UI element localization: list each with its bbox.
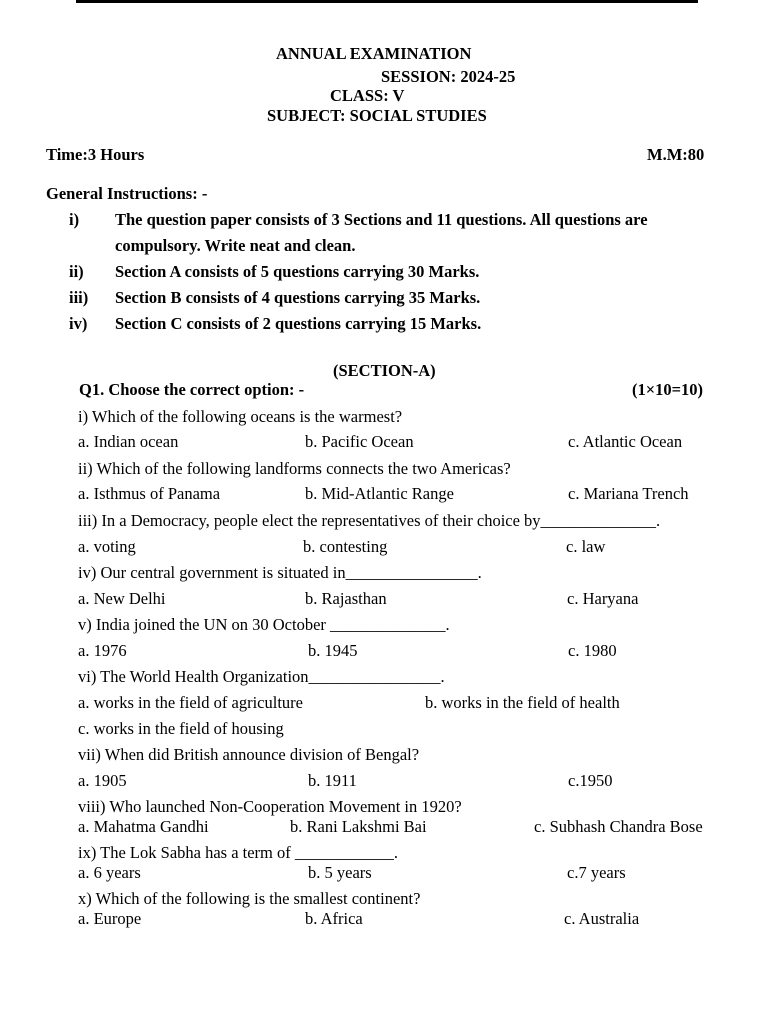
time-label: Time:3 Hours <box>46 145 145 164</box>
option-a: a. Europe <box>78 909 142 928</box>
question-text: v) India joined the UN on 30 October ______________. <box>78 615 450 634</box>
session-label: SESSION: 2024-25 <box>381 67 516 86</box>
option-c: c. Haryana <box>567 589 639 608</box>
option-c: c. law <box>566 537 606 556</box>
option-a: a. New Delhi <box>78 589 166 608</box>
option-b: b. 5 years <box>308 863 372 882</box>
instructions-heading: General Instructions: - <box>46 184 208 203</box>
instruction-text: The question paper consists of 3 Sections and 11 questions. All questions are <box>115 210 648 229</box>
option-a: a. Isthmus of Panama <box>78 484 221 503</box>
instruction-number: ii) <box>69 262 84 281</box>
option-c: c. Mariana Trench <box>568 484 689 503</box>
instruction-text: Section B consists of 4 questions carrying 35 Marks. <box>115 288 481 307</box>
option-c: c. Subhash Chandra Bose <box>534 817 703 836</box>
question-text: vi) The World Health Organization________________. <box>78 667 445 686</box>
option-c: c. 1980 <box>568 641 617 660</box>
option-b: b. Mid-Atlantic Range <box>305 484 454 503</box>
instruction-text: Section C consists of 2 questions carrying 15 Marks. <box>115 314 482 333</box>
question-text: viii) Who launched Non-Cooperation Movement in 1920? <box>78 797 462 816</box>
option-b: b. works in the field of health <box>425 693 620 712</box>
exam-title: ANNUAL EXAMINATION <box>276 44 472 63</box>
question-text: ix) The Lok Sabha has a term of ____________. <box>78 843 399 862</box>
question-text: x) Which of the following is the smallest continent? <box>78 889 421 908</box>
option-b: b. 1911 <box>308 771 357 790</box>
top-border-line <box>76 0 698 3</box>
question-text: i) Which of the following oceans is the warmest? <box>78 407 403 426</box>
option-a: a. works in the field of agriculture <box>78 693 303 712</box>
section-a-title: (SECTION-A) <box>333 361 436 380</box>
instruction-text: Section A consists of 5 questions carrying 30 Marks. <box>115 262 480 281</box>
option-b: b. Pacific Ocean <box>305 432 414 451</box>
instruction-number: iv) <box>69 314 88 333</box>
instruction-text-continued: compulsory. Write neat and clean. <box>115 236 356 255</box>
q1-marks: (1×10=10) <box>632 380 704 399</box>
option-c: c. works in the field of housing <box>78 719 284 738</box>
question-text: vii) When did British announce division of Bengal? <box>78 745 420 764</box>
instruction-number: i) <box>69 210 80 229</box>
option-b: b. Rani Lakshmi Bai <box>290 817 427 836</box>
option-b: b. Rajasthan <box>305 589 387 608</box>
option-a: a. voting <box>78 537 136 556</box>
option-a: a. 1905 <box>78 771 127 790</box>
option-a: a. 1976 <box>78 641 127 660</box>
option-b: b. Africa <box>305 909 363 928</box>
question-text: ii) Which of the following landforms connects the two Americas? <box>78 459 511 478</box>
option-c: c.1950 <box>568 771 613 790</box>
question-text: iv) Our central government is situated in________________. <box>78 563 482 582</box>
option-b: b. contesting <box>303 537 388 556</box>
subject-label: SUBJECT: SOCIAL STUDIES <box>267 106 487 125</box>
q1-label: Q1. Choose the correct option: - <box>79 380 305 399</box>
option-c: c.7 years <box>567 863 626 882</box>
option-b: b. 1945 <box>308 641 358 660</box>
option-c: c. Australia <box>564 909 640 928</box>
instruction-number: iii) <box>69 288 89 307</box>
question-text: iii) In a Democracy, people elect the representatives of their choice by______________. <box>78 511 661 530</box>
option-a: a. Indian ocean <box>78 432 179 451</box>
option-a: a. Mahatma Gandhi <box>78 817 209 836</box>
option-a: a. 6 years <box>78 863 141 882</box>
max-marks-label: M.M:80 <box>647 145 705 164</box>
class-label: CLASS: V <box>330 86 405 105</box>
option-c: c. Atlantic Ocean <box>568 432 683 451</box>
